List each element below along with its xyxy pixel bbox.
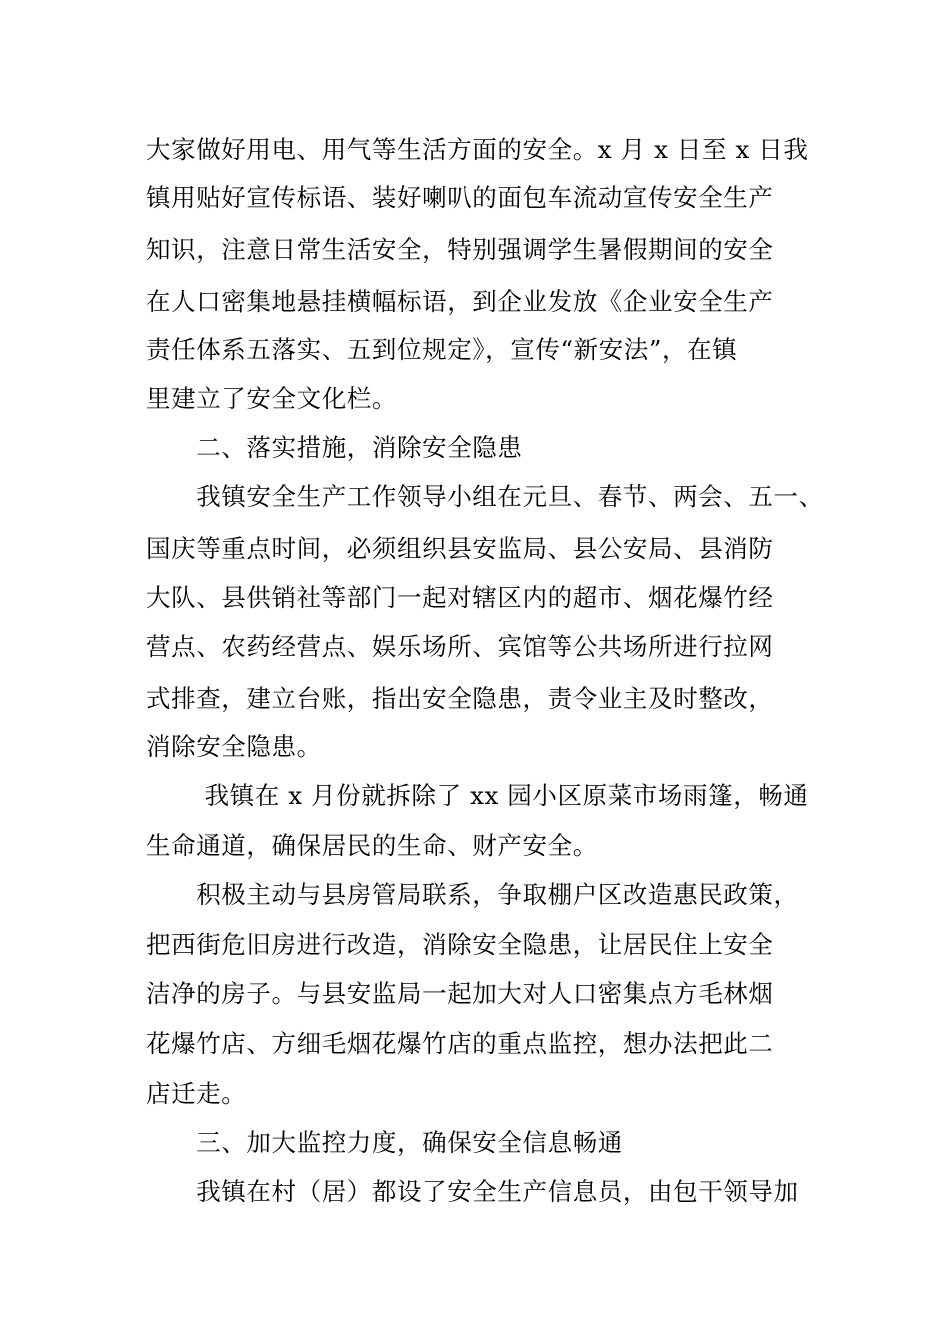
text-line: 店迁走。 xyxy=(146,1079,247,1108)
text-line: 把西街危旧房进行改造，消除安全隐患，让居民住上安全 xyxy=(146,930,774,959)
text-line: 大队、县供销社等部门一起对辖区内的超市、烟花爆竹经 xyxy=(146,583,774,612)
text-line: 里建立了安全文化栏。 xyxy=(146,384,397,413)
text-line: 消除安全隐患。 xyxy=(146,732,322,761)
text-line: 我镇在村（居）都设了安全生产信息员，由包干领导加 xyxy=(146,1177,799,1206)
text-line: 营点、农药经营点、娱乐场所、宾馆等公共场所进行拉网 xyxy=(146,632,774,661)
text-line: 我镇在 x 月份就拆除了 xx 园小区原菜市场雨篷，畅通 xyxy=(146,781,809,810)
text-line: 生命通道，确保居民的生命、财产安全。 xyxy=(146,831,598,860)
text-line: 我镇安全生产工作领导小组在元旦、春节、两会、五一、 xyxy=(146,482,824,511)
text-line: 积极主动与县房管局联系，争取棚户区改造惠民政策， xyxy=(146,880,799,909)
section-heading: 二、落实措施，消除安全隐患 xyxy=(146,433,523,462)
text-line: 在人口密集地悬挂横幅标语，到企业发放《企业安全生产 xyxy=(146,287,774,316)
text-line: 责任体系五落实、五到位规定》，宣传“新安法”，在镇 xyxy=(146,335,738,364)
text-line: 式排查，建立台账，指出安全隐患，责令业主及时整改， xyxy=(146,684,774,713)
section-heading: 三、加大监控力度，确保安全信息畅通 xyxy=(146,1128,623,1157)
text-line: 知识，注意日常生活安全，特别强调学生暑假期间的安全 xyxy=(146,235,774,264)
text-line: 镇用贴好宣传标语、装好喇叭的面包车流动宣传安全生产 xyxy=(146,183,774,212)
text-line: 洁净的房子。与县安监局一起加大对人口密集点方毛林烟 xyxy=(146,979,774,1008)
text-line: 大家做好用电、用气等生活方面的安全。x 月 x 日至 x 日我 xyxy=(146,135,809,164)
text-line: 花爆竹店、方细毛烟花爆竹店的重点监控，想办法把此二 xyxy=(146,1029,774,1058)
text-line: 国庆等重点时间，必须组织县安监局、县公安局、县消防 xyxy=(146,534,774,563)
